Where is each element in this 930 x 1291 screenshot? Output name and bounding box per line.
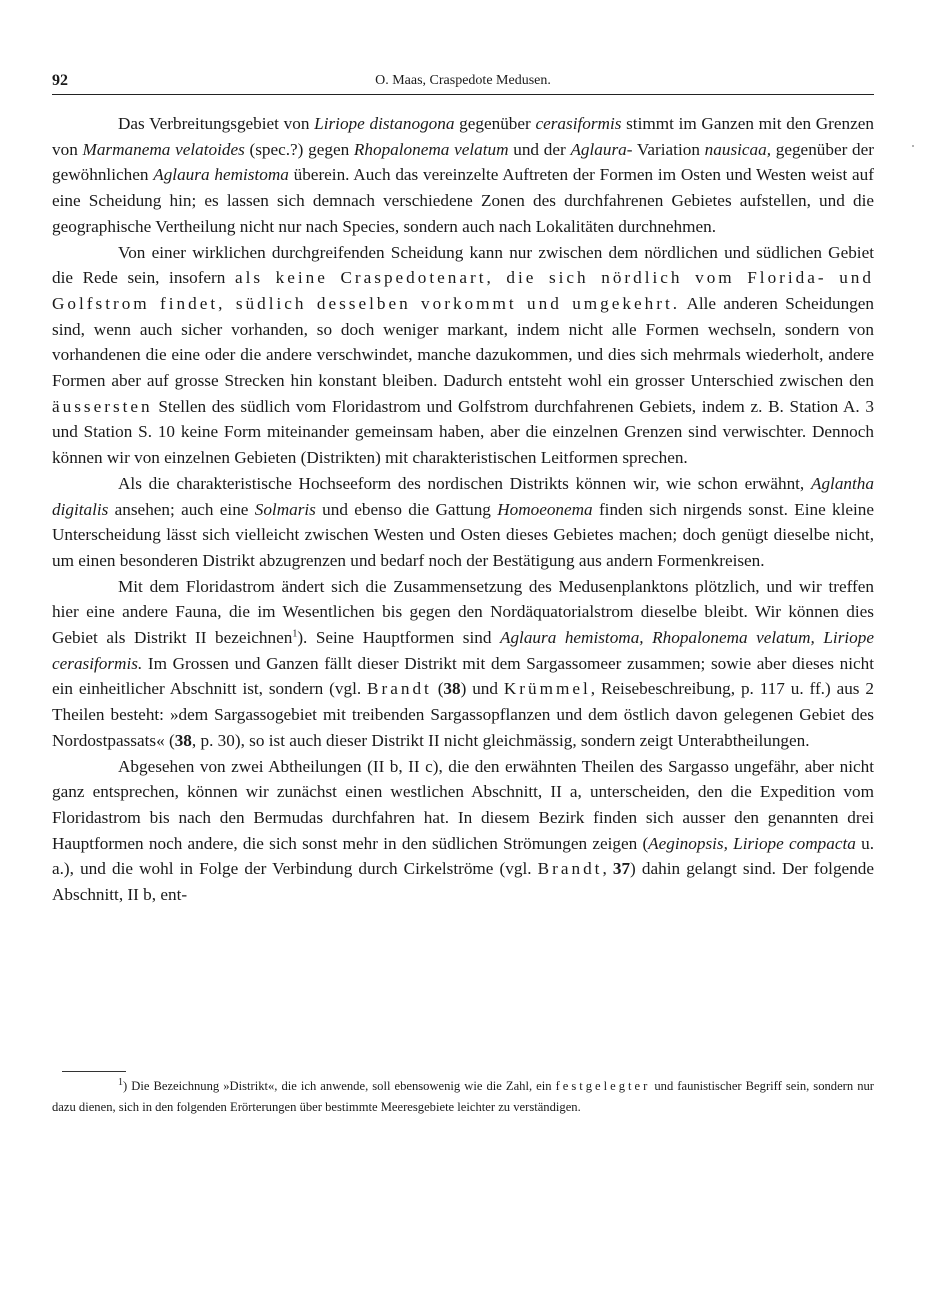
italic-run: Liriope distanogona xyxy=(314,114,455,133)
text-run: Variation xyxy=(632,139,705,159)
running-head: O. Maas, Craspedote Medusen. xyxy=(375,73,551,88)
footnote xyxy=(52,1076,874,1117)
text-run: gegenüber der gewöhnlichen xyxy=(52,139,874,185)
bold-reference: 37 xyxy=(612,859,631,879)
italic-run: Aglaura hemistoma xyxy=(153,165,289,185)
paragraph xyxy=(52,574,874,754)
paragraph xyxy=(52,240,874,471)
text-run: überein. Auch das vereinzelte Auftreten der Formen im Osten und Westen weist auf eine Scheidung hin; es lassen sich demnach verschiedene Zonen des durchfahrenen Gebietes aufstellen, und die geographische Vertheilung nicht nur nach Species, sondern auch nach Lokalitäten durchnehmen. xyxy=(52,165,874,236)
spaced-run: äussersten xyxy=(52,396,153,416)
paragraph xyxy=(52,471,874,574)
italic-run: Solmaris xyxy=(254,499,316,519)
text-run: und ebenso die Gattung xyxy=(315,499,498,519)
text-run: Stellen des südlich vom Floridastrom und Golfstrom durchfahrenen Gebiets, indem z. B. Station A. 3 und Station S. 10 keine Form miteinander gemeinsam haben, aber die einzelnen Grenzen sind verwischter. Dennoch können wir von einzelnen Gebieten (Distrikten) mit charakteristischen Leitformen sprechen. xyxy=(52,396,874,468)
footnote-marker: 1 xyxy=(118,1076,123,1088)
text-run: ansehen; auch eine xyxy=(108,499,255,519)
paragraph xyxy=(52,754,874,908)
italic-run: cerasiformis xyxy=(535,114,622,133)
spaced-run: Krümmel xyxy=(503,679,591,699)
italic-run: nausicaa, xyxy=(704,139,772,159)
header-rule xyxy=(52,94,874,95)
text-run: ) Die Bezeichnung »Distrikt«, die ich anwende, soll ebensowenig wie die Zahl, ein xyxy=(123,1079,556,1093)
spaced-run: als keine Craspedotenart, die sich nördlich vom Florida- und Golfstrom findet, südlich desselben vorkommt und umgekehrt. xyxy=(52,268,874,313)
italic-run: Aglantha digitalis xyxy=(52,473,874,519)
italic-run: Marmanema velatoides xyxy=(82,139,245,159)
text-run: , Reisebeschreibung, p. 117 u. ff.) aus 2 Theilen besteht: »dem Sargassogebiet mit treibenden Sargassopflanzen und dem östlich davon gelegenen Gebiet des Nordostpassats« ( xyxy=(52,679,874,750)
italic-run: Aeginopsis, Liriope compacta xyxy=(648,833,856,853)
text-run: , p. 30), so ist auch dieser Distrikt II nicht gleichmässig, sondern zeigt Unterabtheilungen. xyxy=(191,730,810,750)
italic-run: Aglaura- xyxy=(570,139,633,159)
text-run: Im Grossen und Ganzen fällt dieser Distrikt mit dem Sargassomeer zusammen; sowie aber dieses nicht ein einheitlicher Abschnitt ist, sondern (vgl. xyxy=(52,653,874,699)
text-run: u. a.), und die wohl in Folge der Verbindung durch Cirkelströme (vgl. xyxy=(52,833,874,879)
italic-run: Rhopalonema velatum xyxy=(353,139,509,159)
text-run: ( xyxy=(431,679,444,699)
italic-run: Aglaura hemistoma, Rhopalonema velatum, Liriope cerasiformis. xyxy=(52,628,874,673)
spaced-run: festgelegter xyxy=(555,1079,651,1093)
footnote-marker: 1 xyxy=(292,628,298,640)
text-run: und faunistischer Begriff sein, sondern nur dazu dienen, sich in den folgenden Erörterungen über bestimmte Meeresgebiete leichter zu verständigen. xyxy=(52,1079,874,1114)
bold-reference: 38 xyxy=(443,679,461,699)
text-run: Von einer wirklichen durchgreifenden Scheidung kann nur zwischen dem nördlichen und südlichen Gebiet die Rede sein, insofern xyxy=(52,242,874,288)
text-run: Das Verbreitungsgebiet von xyxy=(118,114,315,133)
text-run: gegenüber xyxy=(454,114,536,133)
page-number: 92 xyxy=(52,72,68,89)
paragraph xyxy=(52,111,874,240)
text-run: ) dahin gelangt sind. Der folgende Abschnitt, II b, ent- xyxy=(52,859,874,905)
scan-speck xyxy=(912,145,914,147)
text-run: Als die charakteristische Hochseeform des nordischen Distrikts können wir, wie schon erwähnt, xyxy=(118,473,811,493)
text-run: , xyxy=(602,859,613,879)
body-text xyxy=(52,111,874,908)
italic-run: Homoeonema xyxy=(497,499,593,519)
text-run: und der xyxy=(508,139,571,159)
text-run: ). Seine Hauptformen sind xyxy=(297,628,500,648)
page-header xyxy=(52,72,874,92)
text-run: Alle anderen Scheidungen sind, wenn auch sicher vorhanden, so doch weniger markant, indem nicht alle Formen wechseln, sondern von vorhandenen die eine oder die andere verschwindet, manche dazukommen, und dies sich mehrmals wiederholt, andere Formen aber auf grosse Strecken hin konstant bleiben. Dadurch entsteht wohl ein grosser Unterschied zwischen den xyxy=(52,293,874,391)
spaced-run: Brandt xyxy=(367,679,432,699)
bold-reference: 38 xyxy=(174,730,192,750)
footnote-rule xyxy=(62,1071,126,1072)
spaced-run: Brandt xyxy=(537,859,603,879)
text-run: stimmt im Ganzen mit den Grenzen von xyxy=(52,114,874,159)
text-run: Mit dem Floridastrom ändert sich die Zusammensetzung des Medusenplanktons plötzlich, und wir treffen hier eine andere Fauna, die im Wesentlichen bis gegen den Nordäquatorialstrom dieselbe bleibt. Wir können dies Gebiet als Distrikt II bezeichnen xyxy=(52,576,874,648)
text-run: ) und xyxy=(460,679,504,699)
text-run: finden sich nirgends sonst. Eine kleine Unterscheidung lässt sich vielleicht zwischen Westen und Osten dieses Gebietes machen; doch genügt dieselbe nicht, um einen besonderen Distrikt abzugrenzen und bedarf noch der Bestätigung aus andern Formenkreisen. xyxy=(52,499,874,570)
text-run: Abgesehen von zwei Abtheilungen (II b, II c), die den erwähnten Theilen des Sargasso ungefähr, aber nicht ganz entsprechen, können wir zunächst einen westlichen Abschnitt, II a, unterscheiden, den die Expedition vom Floridastrom bis nach den Bermudas durchfahren hat. In diesem Bezirk finden sich ausser den genannten drei Hauptformen noch andere, die sich sonst mehr in den südlichen Strömungen zeigen ( xyxy=(52,756,874,853)
text-run: (spec.?) gegen xyxy=(244,139,354,159)
